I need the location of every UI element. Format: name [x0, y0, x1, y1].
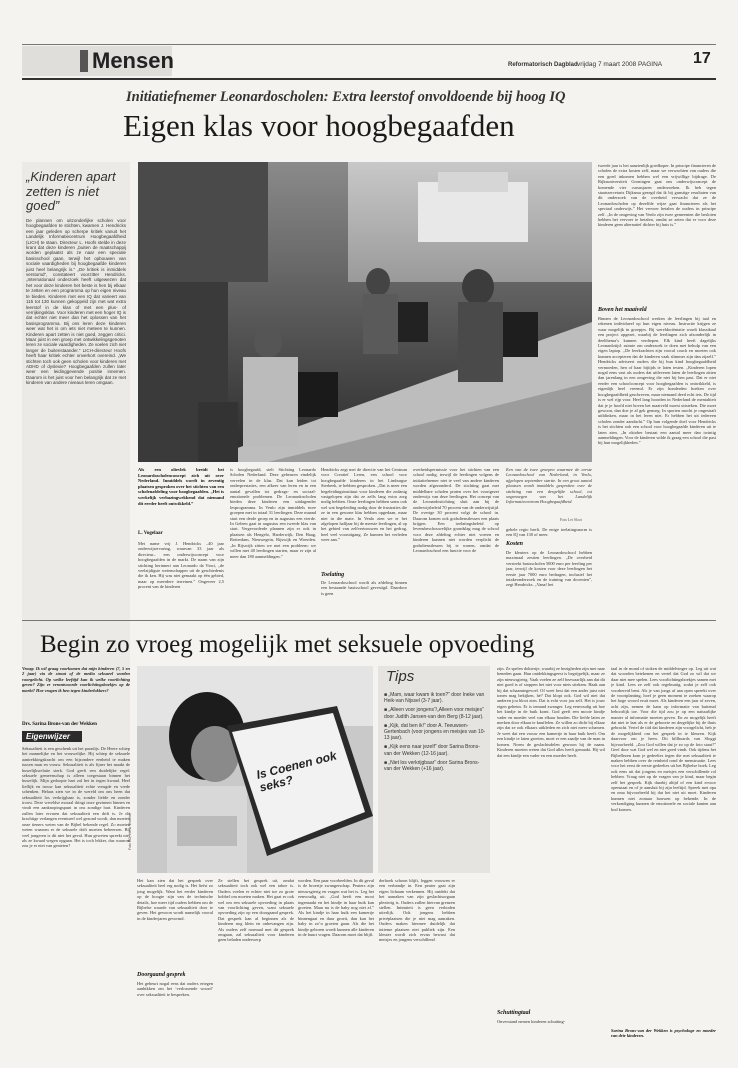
header-top-rule [22, 44, 716, 45]
tip-text: „Niet los verkrijgbaar” door Sarina Brons-van der Wekken (+16 jaar). [384, 759, 480, 773]
tip-text: „Kijk eens naar jezelf” door Sarina Brons-van der Wekken (12-16 jaar). [384, 744, 480, 757]
article2-col3: Ze stellen het gesprek uit, omdat seksualiteit toch ook wel een taboe is. Ouders voelen er echter niet toe zo grote hobbel om moeten maken. Het gaat er ook wel om een seksuele opvoeding in plaats van voorlichting geven, want seksuele opvoeding zijn op een doorgaand gesprek. Dat gesprek kan al beginnen als de kinderen nog klein en onbevangen zijn. Als ouders zelf normaal met dit gesprek omgaan, zal seksualiteit voor kinderen geen beladen onderwerp [218, 878, 294, 943]
article1-col1: Met name vrij J. Hendricks –40 jaar onderwijservaring, waarvan 33 jaar als directeur– een onderwijsconcept voor hoogbegaafden in de markt. De naam van zijn stichting herinnert aan Leonardo da Vinci, „de veelzijdigste wetenschapper uit de geschiedenis die ik ken. Hij was niet gemaakt op één gebied, maar op meerdere terreinen.” Ongeveer 2,5 procent van de kinderen [138, 541, 224, 590]
tip-text: „Alleen voor jongens”/„Alleen voor meisjes” door Judith Jansen-van den Berg (8-12 jaar). [384, 707, 484, 720]
subhead-toelating: Toelating [321, 572, 345, 578]
article1-col3: Hendricks zegt met de directie van het Centrum voor Creatief Leren, een school voor hoogbegaafde kinderen in het Limburgse Sterbeek, te hebben gesproken. „Dat is meer een begeleidingsinstituut voor kinderen die zodanig vastgelopen zijn dat ze zelfs lang extra zorg nodig hebben. Onze leerlingen hebben soms ook wel wat begeleiding nodig door de frustraties die ze in een gewone klas hebben opgedaan, maar niet in die mate. In Venlo zien we er het afgelopen halfjaar bij de meeste leerlingen, al op het gebied van zelfvertrouwen en het gedrag, heel veel vooruitgang. Ze kunnen het verleden weer aan.” [321, 467, 407, 543]
article1-col3b: De Leonardoschool wordt als afdeling binnen een bestaande basisschool gevestigd. Daardoor is geen [321, 580, 407, 596]
article1-col5b: De kleuters op de Leonardoschool hebben maximaal zestien leerlingen. „De overheid verstrekt basisscholen 5000 euro per leerling per jaar, terwijl de kosten voor deze leerlingen het eerste jaar 7000 euro bedragen, inclusief het intakeonderzoek en de training van docenten”, zegt Hendricks. „Vanaf het [506, 550, 592, 588]
article2-col2b: Het gebeurt nogal eens dat ouders ertegen aanhikken om het ‘verlossende woord’ over seksualiteit te bespreken. [137, 981, 213, 997]
article2-left-col: Seksualiteit is een geschenk uit het paradijs. De Heere schiep het mannelijke en het vrouwelijke. Hij schiep de seksuele aantrekkingskracht om een bijzondere eenheid te maken tussen man en vrouw. Seksualiteit is als fijner het maakt de huwelijksrelatie sterk. God geeft een duidelijke regel: seksuele gemeenschap is alleen toegestaan binnen het huwelijk. Mijn gedoopte hart zal het in tegen kwaad. Heel lieflijk en trouw kan seksualiteit echte vreugde en vrede schenken. Helaas zien we in de wereld om ons heen dat seksualiteit los verkrijgbaar is, zonder liefde en zonder trouw. Deze wereldse moraal dringt onze gezinnen binnen en vindt een aanknopingspunt in ons zondige hart. Kinderen zullen later ervaren dat seksualiteit een drift is. Je dit krachtige verlangen eventueel wel gezond wordt, dan moeten onze tieners weten van de Bijbel bekende regel. Zo moeten weten waarom er de seksuele drift moeten beheersen. Bij veel jongeren is dit niet het geval. Hun geweten spreekt niet als ze kwaad wegen opgaan. Het is toch lekker, dus waarom zou je er niet van genieten? [22, 746, 130, 849]
date-line: vrijdag 7 maart 2008 PAGINA [577, 61, 663, 68]
section-title: Mensen [92, 48, 174, 73]
photo-credit: Foto Lei Sloot [560, 518, 582, 522]
tip-item: ■ „Alleen voor jongens”/„Alleen voor meisjes” door Judith Jansen-van den Berg (8-12 jaar). [384, 707, 484, 720]
photo-caption-2: Een van de twee groepen waarmee de eerste Leonardoschool van Nederland, in Venlo, afgelopen september startte. In een groot aantal plaatsen wordt inmiddels gesproken over de stichting van een dergelijke school, tot ongenoegen van het Landelijk Informatiecentrum Hoogbegaafdheid. [506, 467, 592, 505]
article1-byline: L. Vogelaar [138, 531, 163, 536]
eigenwijzer-logo [22, 731, 82, 742]
tips-title: Tips [386, 668, 415, 685]
sidebar-pullquote: „Kinderen apart zetten is niet goed” [26, 169, 116, 213]
subhead-doorgaand-gesprek: Doorgaand gesprek [137, 972, 186, 978]
tip-item: ■ „Niet los verkrijgbaar” door Sarina Brons-van der Wekken (+16 jaar). [384, 759, 480, 773]
header-bottom-rule [22, 78, 716, 80]
section-marker-icon [80, 50, 88, 72]
article1-headline: Eigen klas voor hoogbegaafden [123, 108, 515, 143]
classroom-photo [138, 162, 592, 462]
reader-question: Vraag: Ik wil graag voorkomen dat mijn kinderen (7, 5 en 2 jaar) via de straat of de media seksueel worden voorgelicht. Op welke leeftijd kan ik welke voorlichting geven? Zijn er verantwoorde voorlichtingsboekjes op de markt? Hoe vragen ik hen tegen kinderlokkers? [22, 666, 130, 693]
book-photo [137, 666, 373, 873]
article2-col5: derhoek schoon blijft, leggen vrouwen er een verbandje in. Een peuter gaat zijn eigen lichaam verkennen. Hij ontdekt dat het aanraken van zijn geslachtsorgaan plezierig is. Ouders zullen hiervan grenzen stellen. Intimiteit is geen verboden uiterlijk. Ook jongens hebben privéplaatsen die je niet mag aanraken. Ouders maken hiermee duidelijk dat intieme plaatsen niet publiek zijn. Een kleuter wordt zich ervan bewust dat meisjes en jongens verschillend [379, 878, 455, 943]
subhead-boven-maaiveld: Boven het maaiveld [598, 307, 647, 313]
article1-col5a: gehele regio heeft. De enige toelatingsnorm is een IQ van 130 of meer. [506, 527, 592, 538]
publication-name: Reformatorisch Dagblad [508, 62, 578, 68]
article2-col4: worden. Een paar voorbeelden. In dit geval is de broertje zwangerschap. Peuters zijn nieuwsgierig en vragen wat het is. Leg het eenvoudig uit. „God heeft een mooi ingemaakt en het kindje in haar buik kan groeien. Maar nu is de baby nog niet af.” Als het kindje in haar buik een kamertje binnengaat en daar groeit, dan kan het baby in zo’n groeien gaan. Als die het kindje geboren wordt kunnen alle kinderen in de buurt vragen. Daarom moet dat blijft. [298, 878, 374, 938]
article1-kicker: Initiatiefnemer Leonardoscholen: Extra leerstof onvoldoende bij hoog IQ [126, 89, 566, 105]
tip-item: ■ „Kijk eens naar jezelf” door Sarina Brons-van der Wekken (12-16 jaar). [384, 744, 480, 757]
article-divider [22, 620, 716, 621]
article2-col7: taal in de mond of stoken de middelvinger op. Leg uit wat dat woorden betekenen en vertel dat God zo wil dat we daar niet mee spelen. Lees voorlichtingsboekjes samen met je kind. Lees ze zelf ook regelmatig, zodat je zelf ook voorbereid bent. Als je van jongs af aan open spreekt over de voortplanting, hoef je geen moment te zoeken waarop het hoge woord eruit moet. Als kinderen een jaar of zeven, acht zijn, nemen de kans op informatie van buitenaf behoorlijk toe. Voor die tijd zou je op een natuurlijke manier al informatie moeten geven. En zo mogelijk heeft dat niet te laat als er de geboorte en dergelijke bij de thuis gebracht. Vertel de tiid dat kinderen zijn voorgelicht, heb je de mogelijkheid om het gesprek in te kleuren. Kijk daarvoor om je heen. Dit billboards van Sloggi bijvoorbeeld. „Zou God willen dat je zo op de foto staat?” Geef door wat God wel en niet goed vindt. Ook tijdens het Bijbellezen kom je gedeeltes tegen die met seksualiteit te maken hebben over de reinheid rond de menstruatie. Lees voor het eerst de eerste gedeeltes uit het Bijbelse boek. Leg ook eens uit dat jongens en meisjes een verschillende rol hebben. Vraag niet op de vragen van je kind, maar begin zelf het gesprek. Kijk daarbij altijd of een kind ervoor openstaat en of je aansluit bij zijn leeftijd. Spreek met opa en oma bijvoorbeeld bij dat het niet uit moet. Kinderen kunnen niet zomaar bouwen op bekende. In de verkondiging kunnen de emotionele en sociale kanten aan bod komen. [611, 666, 716, 812]
article2-headline: Begin zo vroeg mogelijk met seksuele opvoeding [40, 631, 535, 658]
book-photo-credit: Foto RD, Henk Visscher [128, 812, 132, 850]
article2-col2: Het kan zien dat het gesprek over seksualiteit heel erg nodig is. Het liefst zo jong mogelijk. Want het eerder kinderen op de hoogte zijn van de technische details, hoe meer tijd ouders hebben om de Bijbelse waarde van seksualiteit door te geven. Het gewoon wordt namelijk vooral in de kinderjaren gevormd. [137, 878, 213, 921]
eigenwijzer-logo-text: Eigenwijzer [26, 732, 71, 741]
tips-list [384, 692, 486, 775]
article1-col4: overheidspermissie voor het stichten van een school nodig, terwijl de leerlingen volgens de initiatiefnemer niet te veel van andere kinderen worden afgezonderd. De stichting gaat met middelbare scholen praten over het voortgezet onderwijs van deze leerlingen. Het concept van de Leonardostichting sluit aan bij de onderwijsbeleid 70 procent van de onderwijstijd. De overige 30 procent volgt de school in. Daarom komen ook godsdienstlessen een plaats krijgen. Een toelatingsbeleid op levensbeschouwelijke grondslag mag de school voor deze afdeling echter niet voeren en kinderen kunnen niet worden verplicht de godsdienstlessen bij te wonen, omdat de Leonardoschool een functie voor de [413, 467, 499, 554]
article2-col6b: Onverstand nemen kinderen schutting- [497, 1019, 566, 1024]
article1-right-col2: Binnen de Leonardoschool werken de leerlingen bij taal en rekenen individueel op hun eigen niveau. Instructie krijgen ze waar mogelijk in groepjes. Bij wereldoriëntatie wordt klassikaal een project opgezet, waarbij de leerlingen zich afzonderlijk in deelthema’s kunnen verdiepen. Elk kind heeft dagelijks Leonardotijd: ruimte om onderzoek te doen met behulp van een eigen laptop. „De leerkrachten zijn vooral coach en moeten ook kunnen accepteren dat de kinderen vaak slimmer zijn dan zijzelf.” Hendricks adviseert ouders die bij hun kind hoogbegaafdheid vermoeden, hen of haar bijtijds te laten testen. „Kinderen lopen nogal eens vast als ouders dat uitleveren laten de leerlingen zitten dan jarenlang in een omgeving die niet bij hen past. Dat er niet eerder een schoolconcept voor hoogbegaafden is ontwikkeld, is eigenlijk heel vreemd. Er zijn honderden boeken over hoogbegaafdheid geschreven, maar niemand deed echt iets. De tijd is er wel rijp voor. Heel lang hoorden in Nederland de mentaliteit dat je je hoofd niet boven het maaiveld moest uitsteken. Die moet gewoon, dan doe je al gek genoeg. In sporten mocht je ongestraft uitblinken, maar in het leren niet. Er hebben het uit iedereen scholen zonder aandacht.” Op hun volgende doel voor Hendricks is het stichten ook een school voor hoogbegaafde kinderen uit te laten zien. „In oktober bestaat een aantal meer dan twintig aanmeldingen. Voor de kinderen wilde ik graag een school die past bij hun mogelijkheden.” [598, 316, 716, 446]
article2-col6: zijn. Ze spelen doktertje, waarbij ze bezigheden zijn met naar beneden gaan. Hun ontdekkingsgeest is begrijpelijk, maar ze zijn nieuwsgierig. Vaak voelen ze zelf bezwaarlijk aan dat dit niet goed is of stoppen het niet voor niets stiekem. Haak aan bij dat schaamtegevoel. Of weet best dat een ander juist niet tonen mag bekijken, hé? Dat klopt ook. God wil niet dat anderen jou bloot zien. Dat is echt voor jou zelf. Het is jouw eigen geheim. Er is iemand zwanger. Leg eenvoudig uit hoe het kindje in de buik komt. God geeft een mooie kindje vader en moeder veel van elkaar houden. Die liefde laten ze merken door elkaar te knuffelen. Ze willen zo dicht bij elkaar zijn dat ze ook elkaars uitkleden en zich niet meer schamen. Je weet dat een vrouw een kamertje in haar buik heeft. Om een kindje te laten groeien, moet er een zaadje van de man in komen. Noem de geslachtsdelen gewoon bij de naam. Kinderen moeten weten dat God alles heeft gemaakt. Hij wil dat een kindje een vader en een moeder heeft. [497, 666, 605, 758]
article2-author: Drs. Sarina Brons-van der Wekken [22, 722, 97, 727]
page-number: 17 [693, 50, 711, 67]
photo-caption: Als een olievlek breidt het Leonardoscholenconcept zich uit over Nederland. Inmiddels wordt in zeventig plaatsen gesproken over het stichten van een scholenafdeling voor hoogbegaafden. „Het is werkelijk verbazingwekkend dat niemand dit eerder heeft ontwikkeld.” [138, 467, 224, 506]
sidebar-text: De plannen om uitzonderlijke scholen voor hoogbegaafden te stichten, kwamen J. Hendricks een jaar geleden op scherpe kritiek vanuit het Landelijk Informatiecentrum Hoogbegaafdheid (LICH) te staan. Directeur L. Hoofs stelde in deze krant dat deze kinderen „buiten de maatschappij worden geplaatst als ze naar een speciale basisschool gaan, terwijl het opbouwen van sociale vaardigheden bij hoogbegaafde kinderen juist heel belangrijk is.” „De kritiek is inmiddels verstomd”, constateert voorzitter Hendricks. „Internationaal onderzoek heeft uitgewezen dat het voor deze kinderen het beste is hen bij elkaar te zetten en een programma op hun eigen niveau te bieden. Kinderen met een IQ dat varieert van 115 tot 130 kunnen gekoppeld zijn met wat extra leerstof in de klas of met een plus- of verrijkingsklas. Voor kinderen met een hoger IQ is dat echter niet meer dan het oplossen van het basisprogramma. Bij ons leren deze kinderen weer wat het is om iets niet meteen te kunnen. Kinderen apart zetten is niet goed, zeggen critici. Maar juist in een groep met ontwikkelingsgenoten leren ze sociale vaardigheden. Ze voelen zich niet langer de buitenstaander.” LICH-directeur Hoofs heeft haar kritiek echter onverkort overeind. „We stichten toch ook geen scholen voor kinderen met ADHD of dyslexie? Hoogbegaafden zullen later weer een leidinggevende positie innemen. Daarom is het juist voor hen belangrijk dat ze met kinderen van andere niveaus leren omgaan. [26, 218, 126, 386]
tip-item: ■ „Kijk, dat ben ik!” door A. Teeuwsen-Gertenbach (voor jongens en meisjes van 10-13 jaar). [384, 722, 486, 742]
tip-text: „Kijk, dat ben ik!” door A. Teeuwsen-Gertenbach (voor jongens en meisjes van 10-13 jaar). [384, 722, 486, 742]
tip-text: „Mam, waar kwam ik toen?” door Ineke van Heik-van Nijssel (3-7 jaar). [384, 692, 485, 705]
subhead-kosten: Kosten [506, 541, 524, 547]
article1-right-col1: tweede jaar is het aanzienlijk goedkoper. In principe financieren de scholen de extra kosten zelf, maar we verwachten van ouders die een goed inkomen hebben wel een vrijwillige bijdrage. De Rijksuniversiteit Groningen gaat ons onderwijsconcept de komende vier cursusjaren onderzoeken. Ik heb tegen staatssecretaris Dijksma gezegd dat ik bij gunstige resultaten van dit onderzoek van de overheid verwacht dat ze de Leonardoscholen op dezelfde wijze gaat financieren als het speciaal onderwijs.” Het vervoer betalen de ouders in principe zelf. „In de omgeving van Venlo zijn twee gemeenten die besloten hebben het vervoer te betalen, omdat ze zeien dat er voor deze kinderen geen alternatief dichter bij huis is.” [598, 163, 716, 228]
author-note: Sarina Brons-van der Wekken is psychologe en moeder van drie kinderen. [611, 1028, 716, 1039]
subhead-schuttingtaal: Schuttingtaal [497, 1010, 531, 1016]
book-title: Is Coenen ook seks? [254, 748, 338, 795]
article1-col2: is hoogbegaafd, stelt Stichting Leonardo Scholen Nederland. Deze gebeuren eindelijk vervelen in de klas. Dat kan leiden tot onderprestaties, een afkeer van leren en in een aantal gevallen tot gedrags- en sociaal-emotionele problemen. De Leonardoscholen bieden deze kinderen een uitdagender lesprogramma. In Venlo zijn inmiddels twee groepen met in totaal 31 leerlingen. Deze maand start een derde groep en in augustus een vierde. In Geleen gaat in augustus een tweede klas van start. Vergevorderde plannen zijn er ook in plaatsen als Hengelo, Harderwijk, Den Haag, Rotterdam, Nieuwegein, Rijswijk en Woerden. „In Rijswijk zitten we met een probleem: we willen met 40 leerlingen starten, maar er zijn al meer dan 180 aanmeldingen.” [230, 467, 316, 559]
tip-item: ■ „Mam, waar kwam ik toen?” door Ineke van Heik-van Nijssel (3-7 jaar). [384, 692, 485, 705]
